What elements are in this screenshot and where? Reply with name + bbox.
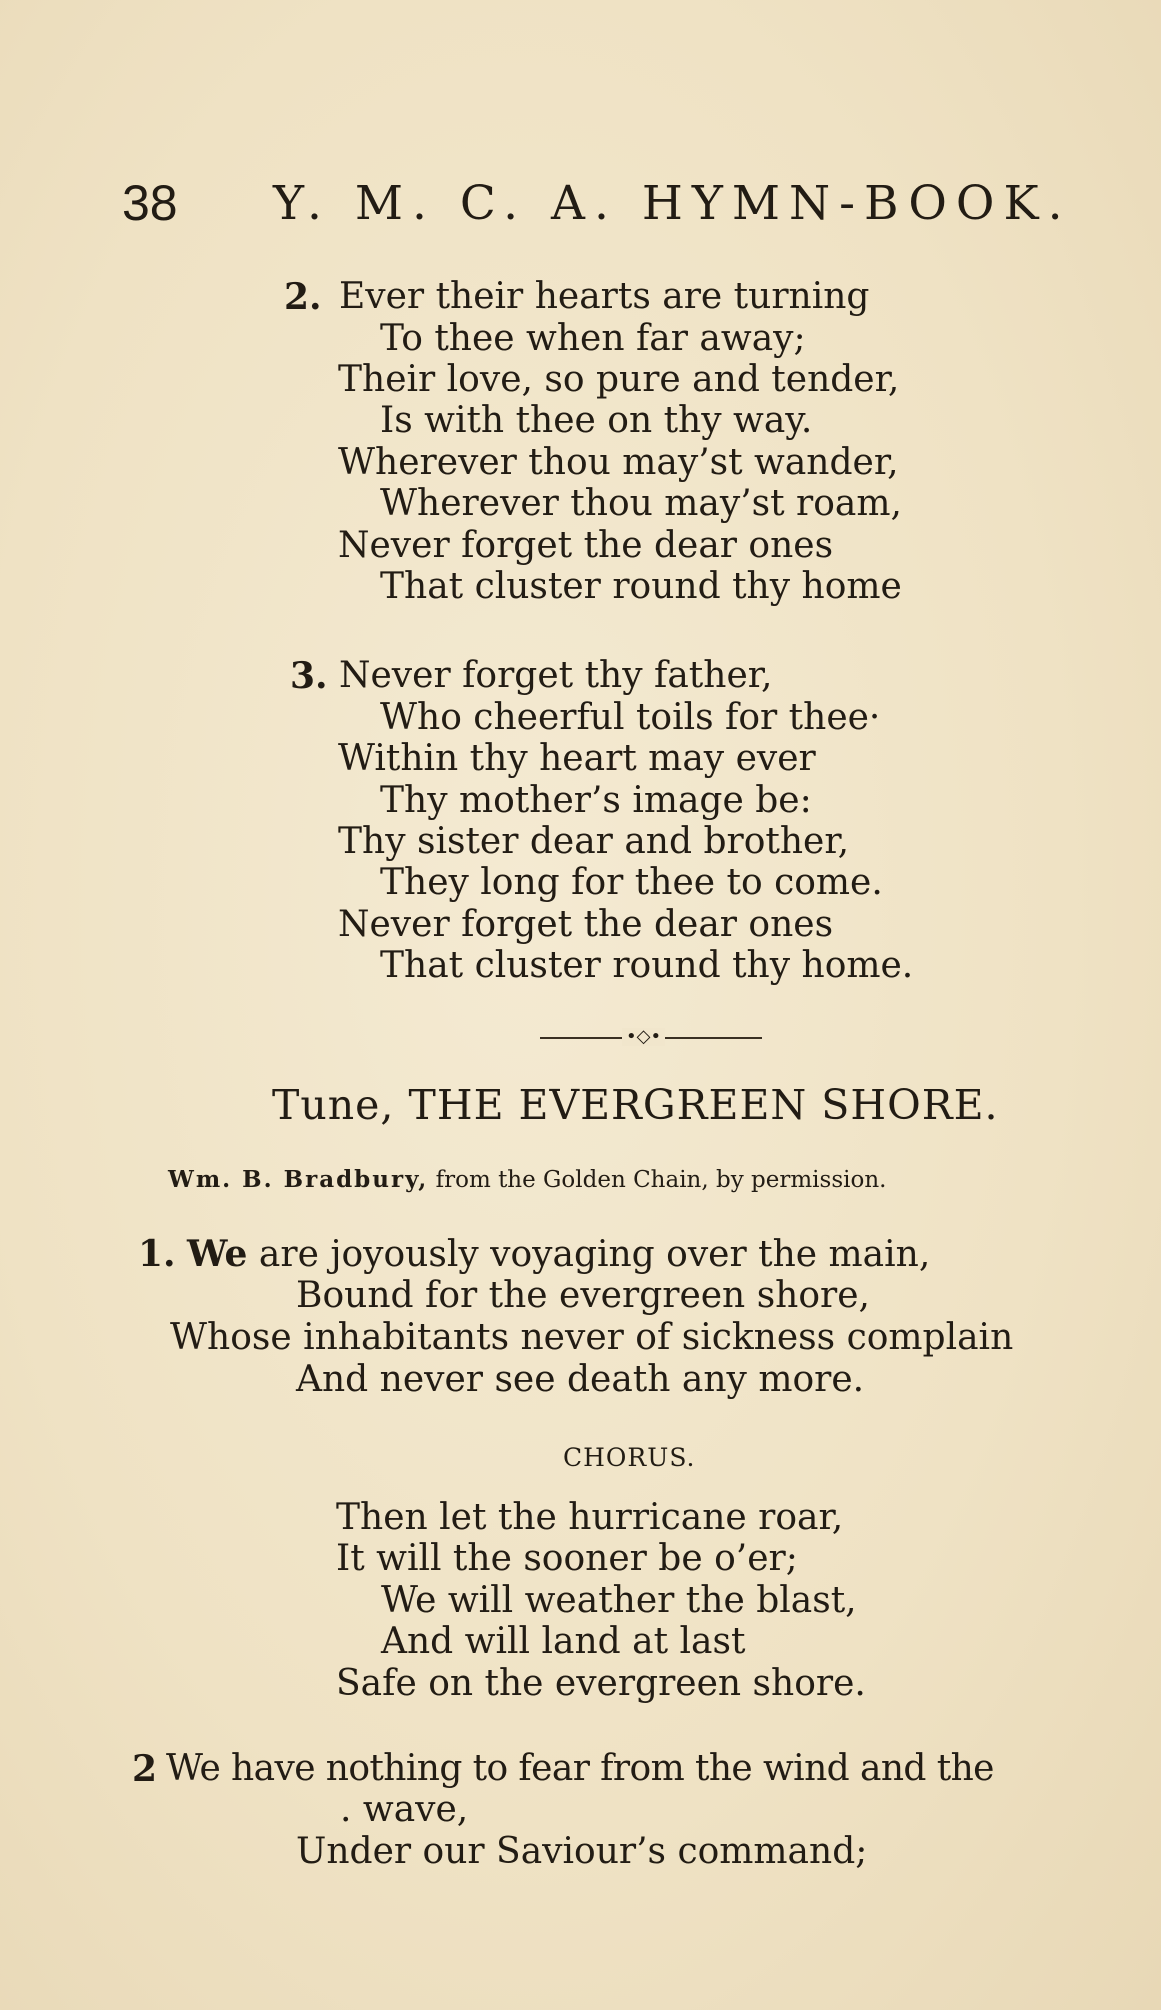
verse-number: 1. xyxy=(138,1233,176,1275)
verse-line: That cluster round thy home. xyxy=(380,945,914,986)
verse-line: To thee when far away; xyxy=(380,318,806,359)
verse-line: Within thy heart may ever xyxy=(338,738,816,779)
chorus-line: And will land at last xyxy=(381,1621,746,1662)
verse-line: Under our Saviour’s command; xyxy=(296,1831,868,1872)
chorus-label: CHORUS. xyxy=(563,1443,696,1472)
chorus-line: Then let the hurricane roar, xyxy=(336,1497,844,1538)
verse-line: Ever their hearts are turning xyxy=(339,276,870,317)
verse-line: Whose inhabitants never of sickness complain xyxy=(170,1317,1014,1358)
page-number: 38 xyxy=(122,175,178,231)
verse-line: Wherever thou may’st wander, xyxy=(338,442,899,483)
verse-number: 2 xyxy=(132,1748,158,1790)
verse-line: We have nothing to fear from the wind and the xyxy=(166,1748,994,1789)
credit-source: from the Golden Chain, by permission. xyxy=(435,1167,887,1193)
verse-first-word: We xyxy=(187,1233,248,1275)
verse-line: Bound for the evergreen shore, xyxy=(296,1275,870,1316)
credit-author: Wm. B. Bradbury, xyxy=(168,1166,429,1193)
verse-line: Who cheerful toils for thee· xyxy=(380,697,881,738)
verse-first-line xyxy=(138,1233,931,1275)
tune-credit xyxy=(168,1168,886,1192)
running-title: Y. M. C. A. HYMN-BOOK. xyxy=(273,176,1072,231)
verse-line: And never see death any more. xyxy=(296,1359,865,1400)
verse-line: Thy mother’s image be: xyxy=(380,780,812,821)
verse-line: Thy sister dear and brother, xyxy=(338,821,850,862)
verse-line: Wherever thou may’st roam, xyxy=(380,483,902,524)
verse-number: 2. xyxy=(284,276,322,318)
chorus-line: Safe on the evergreen shore. xyxy=(336,1663,866,1704)
chorus-line: It will the sooner be o’er; xyxy=(336,1538,798,1579)
verse-line: . wave, xyxy=(340,1789,469,1830)
verse-line: Never forget the dear ones xyxy=(338,525,834,566)
verse-number: 3. xyxy=(290,655,328,697)
verse-line: That cluster round thy home xyxy=(380,566,902,607)
verse-line: Their love, so pure and tender, xyxy=(338,359,900,400)
verse-line: Never forget the dear ones xyxy=(338,904,834,945)
tune-title: Tune, THE EVERGREEN SHORE. xyxy=(272,1081,999,1129)
divider-ornament: •◇• xyxy=(622,1028,665,1046)
verse-line: Never forget thy father, xyxy=(339,655,773,696)
verse-line: They long for thee to come. xyxy=(380,862,883,903)
verse-line: Is with thee on thy way. xyxy=(380,400,813,441)
chorus-line: We will weather the blast, xyxy=(381,1580,857,1621)
verse-line: are joyously voyaging over the main, xyxy=(258,1234,931,1275)
